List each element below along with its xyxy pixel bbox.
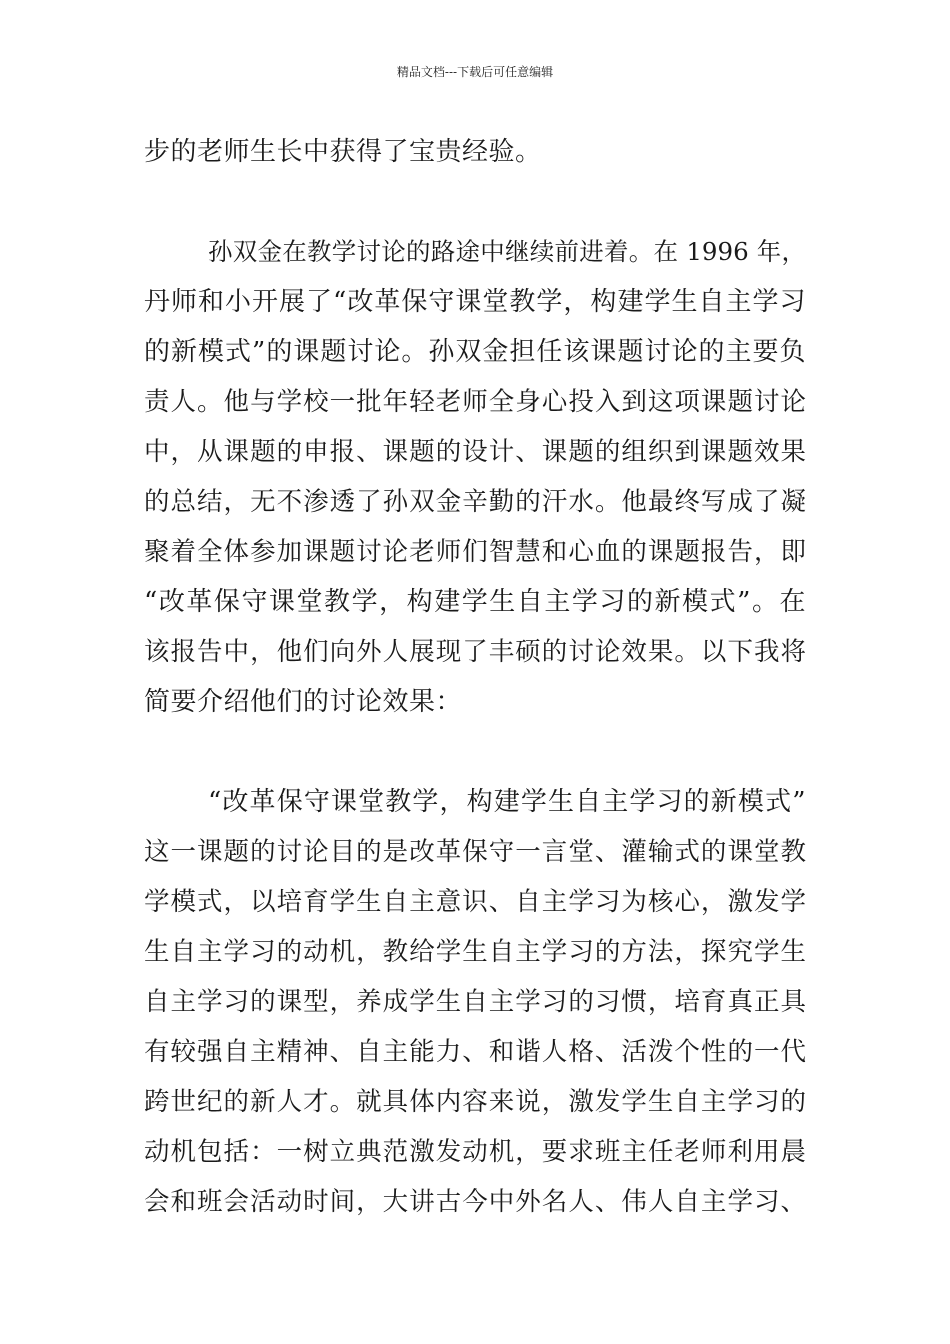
paragraph-2-line-7: 聚着全体参加课题讨论老师们智慧和心血的课题报告，即 <box>144 537 806 567</box>
paragraph-3-line-8: 动机包括：一树立典范激发动机，要求班主任老师利用晨 <box>144 1137 806 1167</box>
paragraph-2-line-6: 的总结，无不渗透了孙双金辛勤的汗水。他最终写成了凝 <box>144 487 806 517</box>
paragraph-2-line-2: 丹师和小开展了“改革保守课堂教学，构建学生自主学习 <box>144 287 806 317</box>
paragraph-3-line-3: 学模式，以培育学生自主意识、自主学习为核心，激发学 <box>144 887 806 917</box>
paragraph-2-line-3: 的新模式”的课题讨论。孙双金担任该课题讨论的主要负 <box>144 337 806 367</box>
paragraph-3-line-7: 跨世纪的新人才。就具体内容来说，激发学生自主学习的 <box>144 1087 806 1117</box>
paragraph-3-line-4: 生自主学习的动机，教给学生自主学习的方法，探究学生 <box>144 937 806 967</box>
paragraph-2-line-10: 简要介绍他们的讨论效果： <box>144 687 463 717</box>
paragraph-2-line-9: 该报告中，他们向外人展现了丰硕的讨论效果。以下我将 <box>144 637 806 667</box>
paragraph-1-line-1: 步的老师生长中获得了宝贵经验。 <box>144 137 542 167</box>
paragraph-3-line-5: 自主学习的课型，养成学生自主学习的习惯，培育真正具 <box>144 987 806 1017</box>
paragraph-3-line-2: 这一课题的讨论目的是改革保守一言堂、灌输式的课堂教 <box>144 837 806 867</box>
paragraph-2-line-8: “改革保守课堂教学，构建学生自主学习的新模式”。在 <box>144 587 806 617</box>
paragraph-2-line-1: 孙双金在教学讨论的路途中继续前进着。在 1996 年， <box>208 237 806 266</box>
paragraph-3-line-9: 会和班会活动时间，大讲古今中外名人、伟人自主学习、 <box>144 1187 806 1217</box>
paragraph-2-line-5: 中，从课题的申报、课题的设计、课题的组织到课题效果 <box>144 437 806 467</box>
page-header: 精品文档---下载后可任意编辑 <box>396 65 554 79</box>
paragraph-3-line-6: 有较强自主精神、自主能力、和谐人格、活泼个性的一代 <box>144 1037 806 1067</box>
paragraph-2-line-4: 责人。他与学校一批年轻老师全身心投入到这项课题讨论 <box>144 387 806 417</box>
paragraph-3-line-1: “改革保守课堂教学，构建学生自主学习的新模式” <box>208 787 806 817</box>
